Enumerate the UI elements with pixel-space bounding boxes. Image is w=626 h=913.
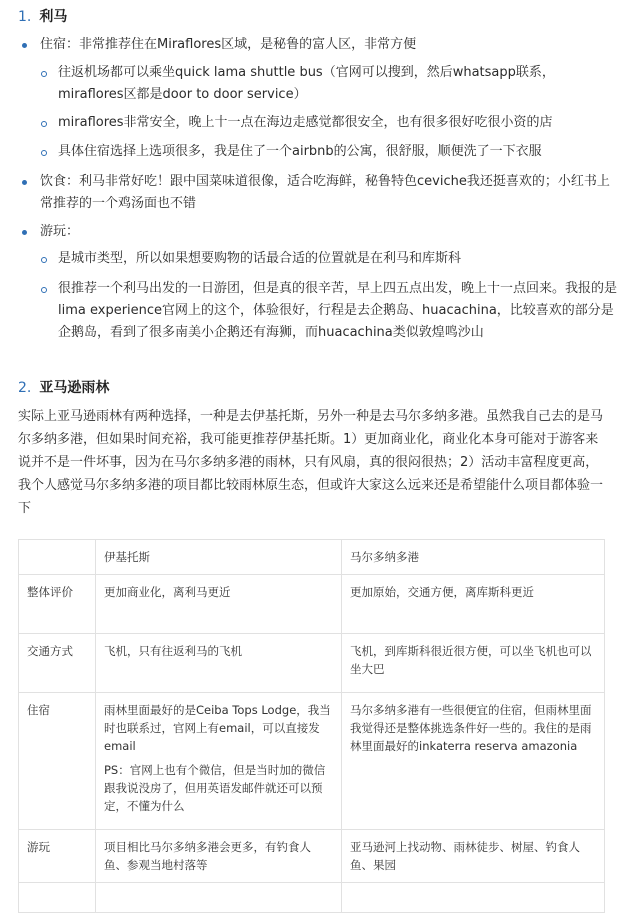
- table-header-cell: 伊基托斯: [96, 540, 342, 575]
- table-header-cell: 马尔多纳多港: [342, 540, 605, 575]
- table-row: [19, 634, 605, 693]
- bullet-food: 饮食：利马非常好吃！跟中国菜味道很像，适合吃海鲜，秘鲁特色ceviche我还挺喜欢的；小红书上常推荐的一个鸡汤面也不错: [40, 174, 610, 211]
- lodging-text: 雨林里面最好的是Ceiba Tops Lodge，我当时也联系过，官网上有email，可以直接发email: [104, 703, 331, 753]
- sub-bullet-circle: [41, 257, 47, 263]
- section-number: 1.: [18, 9, 32, 25]
- cell-iquitos: 更加商业化，离利马更近: [96, 575, 342, 634]
- sub-bullet-circle: [41, 121, 47, 127]
- section-title: 亚马逊雨林: [39, 380, 110, 396]
- section-heading-lima: [18, 7, 67, 27]
- sub-bullet-circle: [41, 150, 47, 156]
- sub-bullet-airbnb: 具体住宿选择上选项很多，我是住了一个airbnb的公寓，很舒服，顺便洗了一下衣服: [58, 144, 542, 159]
- row-label: [19, 883, 96, 913]
- cell-iquitos: [96, 693, 342, 830]
- row-label: 游玩: [19, 830, 96, 883]
- amazon-intro-paragraph: 实际上亚马逊雨林有两种选择，一种是去伊基托斯，另外一种是去马尔多纳多港。虽然我自己去的是马尔多纳多港，但如果时间充裕，我可能更推荐伊基托斯。1）更加商业化，商业化本身可能对于游客来说并不是一件坏事，因为在马尔多纳多港的雨林，只有风扇，真的很闷很热；2）活动丰富程度更高，我个人感觉马尔多纳多港的项目都比较雨林原生态，但或许大家这么远来还是希望能什么项目都体验一下: [18, 409, 604, 516]
- row-label: 整体评价: [19, 575, 96, 634]
- cell-puerto-maldonado: 更加原始，交通方便，离库斯科更近: [342, 575, 605, 634]
- cell-puerto-maldonado: [342, 883, 605, 913]
- table-header-cell: [19, 540, 96, 575]
- table-row: [19, 575, 605, 634]
- section-number: 2.: [18, 380, 32, 396]
- bullet-dot: [22, 230, 27, 235]
- table-header-row: [19, 540, 605, 575]
- sub-bullet-circle: [41, 71, 47, 77]
- table-row: [19, 883, 605, 913]
- sub-bullet-circle: [41, 287, 47, 293]
- comparison-table: [18, 539, 605, 913]
- section-title: 利马: [39, 9, 68, 25]
- sub-bullet-shopping: 是城市类型，所以如果想要购物的话最合适的位置就是在利马和库斯科: [58, 251, 462, 266]
- cell-iquitos: 项目相比马尔多纳多港会更多，有钓食人鱼、参观当地村落等: [96, 830, 342, 883]
- sub-bullet-day-tour: 很推荐一个利马出发的一日游团，但是真的很辛苦，早上四五点出发，晚上十一点回来。我报的是lima experience官网上的这个，体验很好，行程是去企鹅岛、huacachina，比较喜欢的部分是企鹅岛，看到了很多南美小企鹅还有海狮，而huacachina类似敦煌鸣沙山: [58, 281, 618, 340]
- cell-puerto-maldonado: 飞机，到库斯科很近很方便，可以坐飞机也可以坐大巴: [342, 634, 605, 693]
- row-label: 住宿: [19, 693, 96, 830]
- bullet-play: 游玩：: [40, 224, 80, 239]
- bullet-dot: [22, 180, 27, 185]
- lodging-ps-note: PS：官网上也有个微信，但是当时加的微信跟我说没房了，但用英语发邮件就还可以预定，不懂为什么: [104, 763, 326, 813]
- bullet-dot: [22, 43, 27, 48]
- section-heading-amazon: [18, 378, 109, 398]
- cell-puerto-maldonado: 马尔多纳多港有一些很便宜的住宿，但雨林里面我觉得还是整体挑选条件好一些的。我住的是雨林里面最好的inkaterra reserva amazonia: [342, 693, 605, 830]
- table-row: [19, 830, 605, 883]
- bullet-lodging: 住宿：非常推荐住在Miraflores区域，是秘鲁的富人区，非常方便: [40, 37, 417, 52]
- cell-puerto-maldonado: 亚马逊河上找动物、雨林徒步、树屋、钓食人鱼、果园: [342, 830, 605, 883]
- sub-bullet-safety: miraflores非常安全，晚上十一点在海边走感觉都很安全，也有很多很好吃很小资的店: [58, 115, 553, 130]
- table-row: [19, 693, 605, 830]
- cell-iquitos: [96, 883, 342, 913]
- sub-bullet-airport-shuttle: 往返机场都可以乘坐quick lama shuttle bus（官网可以搜到，然后whatsapp联系，miraflores区都是door to door service）: [58, 65, 555, 102]
- row-label: 交通方式: [19, 634, 96, 693]
- cell-iquitos: 飞机，只有往返利马的飞机: [96, 634, 342, 693]
